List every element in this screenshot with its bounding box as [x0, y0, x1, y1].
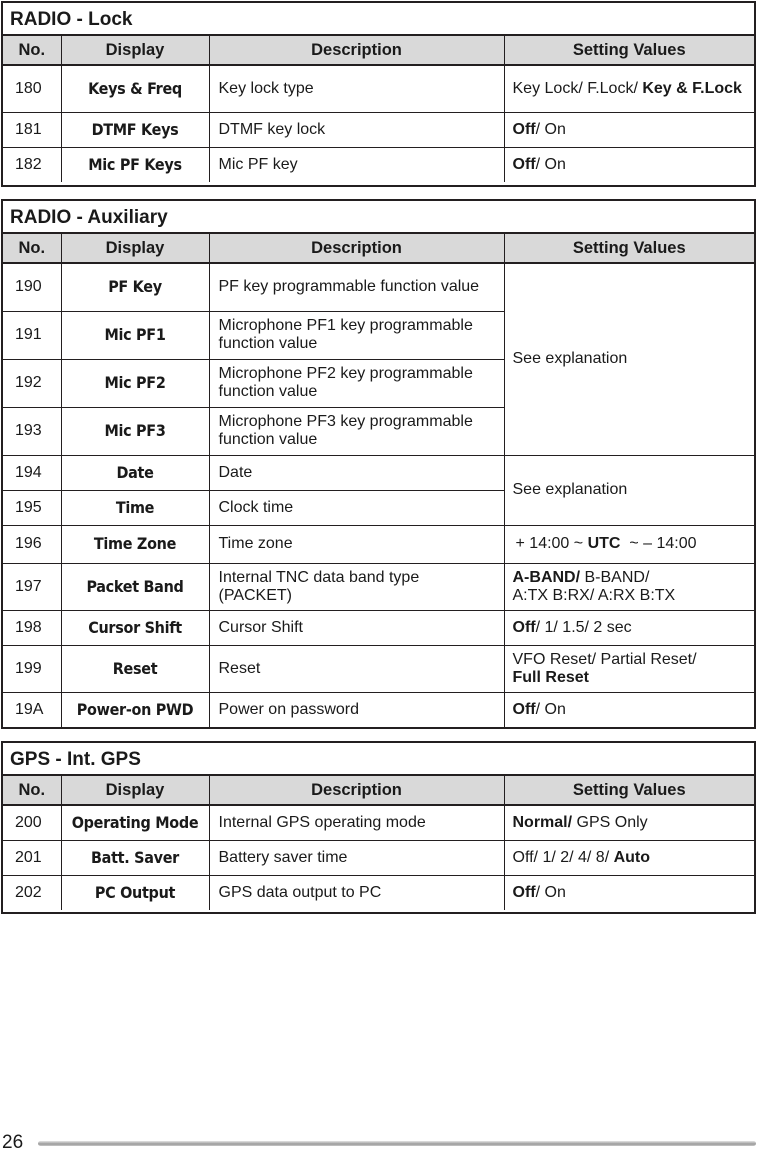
- table-row: [3, 645, 754, 692]
- value-option: Key Lock/ F.Lock/: [512, 79, 643, 97]
- default-value: UTC: [587, 535, 621, 552]
- row-display: Operating Mode: [61, 805, 209, 840]
- row-no: 192: [3, 359, 61, 407]
- row-description: Mic PF key: [209, 147, 504, 182]
- row-display: PC Output: [61, 875, 209, 910]
- row-no: 193: [3, 407, 61, 455]
- value-range-end: ~ – 14:00: [620, 535, 697, 552]
- row-display: Mic PF Keys: [61, 147, 209, 182]
- default-value: Auto: [613, 848, 651, 866]
- row-description: Date: [209, 455, 504, 490]
- row-values: See explanation: [504, 263, 754, 455]
- default-value: Normal/: [512, 813, 573, 831]
- row-no: 19A: [3, 692, 61, 727]
- col-header-no: No.: [3, 234, 61, 263]
- row-display: Mic PF1: [61, 311, 209, 359]
- section-radio-lock: [1, 1, 756, 187]
- table-row: [3, 840, 754, 875]
- table-row: [3, 263, 754, 311]
- col-header-description: Description: [209, 234, 504, 263]
- row-description: Reset: [209, 645, 504, 692]
- row-values: [504, 875, 754, 910]
- table-row: [3, 563, 754, 610]
- value-option: / On: [535, 700, 566, 718]
- value-range-start: + 14:00 ~: [515, 535, 588, 552]
- col-header-display: Display: [61, 234, 209, 263]
- row-description: Internal TNC data band type (PACKET): [209, 563, 504, 610]
- default-value: Key & F.Lock: [642, 79, 742, 97]
- row-no: 200: [3, 805, 61, 840]
- row-display: PF Key: [61, 263, 209, 311]
- row-no: 181: [3, 112, 61, 147]
- row-no: 195: [3, 490, 61, 525]
- default-value: Off: [512, 700, 536, 718]
- row-values: [504, 65, 754, 112]
- default-value: Off: [512, 120, 536, 138]
- row-values: [504, 645, 754, 692]
- row-no: 199: [3, 645, 61, 692]
- table-row: [3, 610, 754, 645]
- col-header-values: Setting Values: [504, 776, 754, 805]
- row-description: Internal GPS operating mode: [209, 805, 504, 840]
- row-display: Time: [61, 490, 209, 525]
- table-row: [3, 65, 754, 112]
- row-description: Microphone PF2 key programmable function value: [209, 359, 504, 407]
- row-no: 182: [3, 147, 61, 182]
- row-no: 190: [3, 263, 61, 311]
- value-option: Off/ 1/ 2/ 4/ 8/: [512, 848, 614, 866]
- row-values: [504, 147, 754, 182]
- row-description: Power on password: [209, 692, 504, 727]
- page-number: 26: [2, 1132, 24, 1153]
- settings-table: [3, 234, 754, 727]
- row-values: [504, 112, 754, 147]
- page-footer-bar: [38, 1141, 756, 1146]
- value-option-line2: A:TX B:RX/ A:RX B:TX: [512, 586, 676, 604]
- row-values: [504, 610, 754, 645]
- default-value: A-BAND/: [512, 568, 581, 586]
- row-description: GPS data output to PC: [209, 875, 504, 910]
- value-option: / On: [535, 883, 566, 901]
- value-option: GPS Only: [572, 813, 648, 831]
- row-description: DTMF key lock: [209, 112, 504, 147]
- row-display: Packet Band: [61, 563, 209, 610]
- section-radio-auxiliary: [1, 199, 756, 729]
- row-description: Microphone PF3 key programmable function value: [209, 407, 504, 455]
- section-gps-int: [1, 741, 756, 914]
- section-title: RADIO - Lock: [3, 3, 754, 36]
- row-values: [504, 692, 754, 727]
- row-display: Cursor Shift: [61, 610, 209, 645]
- row-values: [504, 805, 754, 840]
- table-row: [3, 875, 754, 910]
- value-option: B-BAND/: [580, 568, 650, 586]
- table-row: [3, 692, 754, 727]
- row-values: [504, 525, 754, 563]
- value-option: / On: [535, 155, 566, 173]
- col-header-values: Setting Values: [504, 234, 754, 263]
- header-row: [3, 234, 754, 263]
- default-value: Off: [512, 883, 536, 901]
- col-header-description: Description: [209, 36, 504, 65]
- header-row: [3, 776, 754, 805]
- row-description: Battery saver time: [209, 840, 504, 875]
- row-values: [504, 563, 754, 610]
- table-row: [3, 805, 754, 840]
- row-display: Reset: [61, 645, 209, 692]
- col-header-display: Display: [61, 776, 209, 805]
- value-option: / 1/ 1.5/ 2 sec: [535, 618, 632, 636]
- row-display: Power-on PWD: [61, 692, 209, 727]
- row-display: Mic PF2: [61, 359, 209, 407]
- col-header-no: No.: [3, 36, 61, 65]
- row-no: 191: [3, 311, 61, 359]
- table-row: [3, 147, 754, 182]
- row-values: [504, 840, 754, 875]
- row-display: DTMF Keys: [61, 112, 209, 147]
- default-value: Off: [512, 155, 536, 173]
- table-row: [3, 112, 754, 147]
- col-header-display: Display: [61, 36, 209, 65]
- row-no: 198: [3, 610, 61, 645]
- value-option: VFO Reset/ Partial Reset/: [512, 650, 697, 668]
- value-option: / On: [535, 120, 566, 138]
- row-no: 201: [3, 840, 61, 875]
- settings-table: [3, 36, 754, 182]
- row-no: 197: [3, 563, 61, 610]
- row-display: Time Zone: [61, 525, 209, 563]
- row-description: Microphone PF1 key programmable function value: [209, 311, 504, 359]
- row-display: Keys & Freq: [61, 65, 209, 112]
- default-value: Off: [512, 618, 536, 636]
- row-description: Cursor Shift: [209, 610, 504, 645]
- col-header-no: No.: [3, 776, 61, 805]
- table-row: [3, 455, 754, 490]
- row-no: 194: [3, 455, 61, 490]
- header-row: [3, 36, 754, 65]
- row-description: PF key programmable function value: [209, 263, 504, 311]
- col-header-values: Setting Values: [504, 36, 754, 65]
- row-no: 180: [3, 65, 61, 112]
- row-no: 202: [3, 875, 61, 910]
- row-values: See explanation: [504, 455, 754, 525]
- section-title: GPS - Int. GPS: [3, 743, 754, 776]
- row-description: Clock time: [209, 490, 504, 525]
- row-description: Time zone: [209, 525, 504, 563]
- row-no: 196: [3, 525, 61, 563]
- section-title: RADIO - Auxiliary: [3, 201, 754, 234]
- row-description: Key lock type: [209, 65, 504, 112]
- default-value: Full Reset: [512, 668, 589, 686]
- row-display: Mic PF3: [61, 407, 209, 455]
- col-header-description: Description: [209, 776, 504, 805]
- settings-table: [3, 776, 754, 910]
- row-display: Batt. Saver: [61, 840, 209, 875]
- table-row: [3, 525, 754, 563]
- row-display: Date: [61, 455, 209, 490]
